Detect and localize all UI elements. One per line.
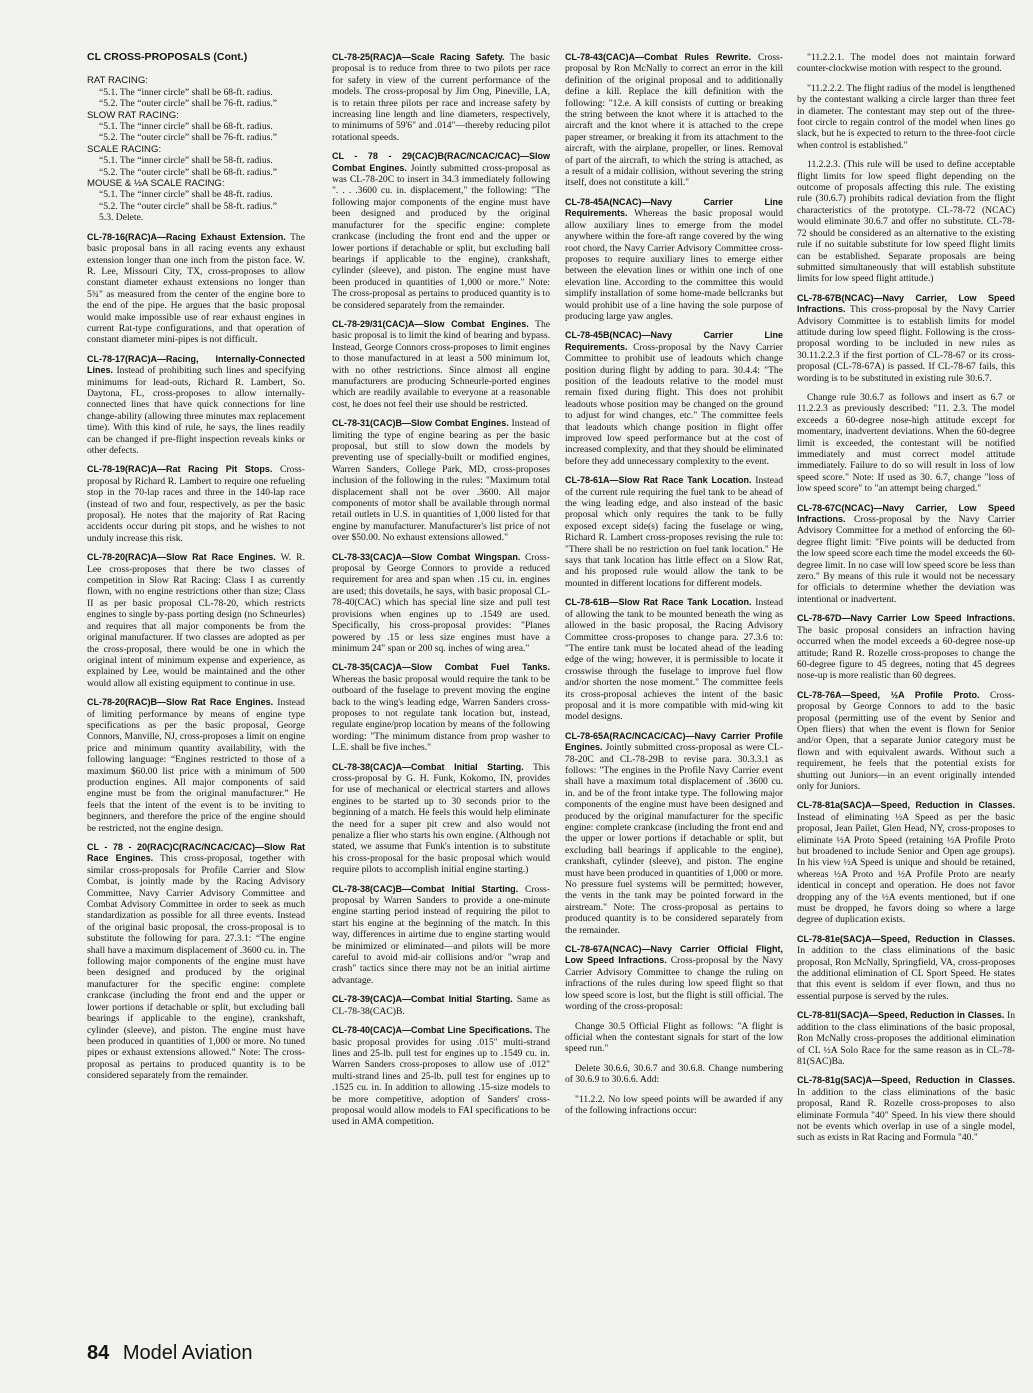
class-heading: SCALE RACING: xyxy=(87,143,162,155)
proposal-body: In addition to the class eliminations of the basic proposal, Rand R. Rozelle cross-proposes to also eliminate Formula "40" Speed. In his view there should not be events which overlap in use of a single model, such as exists in Rat Racing and Formula "40." xyxy=(797,1086,1015,1144)
proposal-body: Jointly submitted cross-proposal as was CL-78-20C to insert in 34.3 immediately following ". . . .3600 cu. in. displacement," the following: "The following major components of the engine must have been designed and produced by the original manufacturer for the specific engine: complete crankcase (including the front end and the upper or lower portions if detachable or split, but excluding ball bearings if applicable to the engine), crankshaft, cylinder (sleeve), and piston. The engine must have been produced in quantities of 1,000 or more." Note: The cross-proposal as pertains to produced quantity is to be considered separately from the remainder. xyxy=(332,162,550,311)
proposal-heading: CL-78-16(RAC)A—Racing Exhaust Extension. xyxy=(87,231,286,242)
proposal-body: 11.2.2.3. (This rule will be used to define acceptable flight limits for low speed flight depending on the outcome of proposals affecting this rule. The existing rule (30.6.7) prohibits radical deviation from the flight characteristics of the prototype. CL-78-72 (NCAC) would eliminate 30.6.7 and offer no substitute. CL-78-72 should be considered as an alternative to the existing rule if no suitable substitute for low speed flight limits can be established. Separate proposals are being submitted simultaneously that will establish substitute limits for low speed flight attitude.) xyxy=(797,159,1015,285)
proposal-heading: CL - 78 - 20(RAC)C(RAC/NCAC/CAC)—Slow Rat Race Engines. xyxy=(87,842,305,864)
proposal-entry xyxy=(797,293,1015,384)
proposal-entry xyxy=(797,1075,1015,1143)
proposal-body: In addition to the class eliminations of the basic proposal, Ron McNally, Springfield, VA, cross-proposes the additional elimination of CL Sport Speed. He states that this event is seldom if ever flown, and thus no essential purpose is served by the rules. xyxy=(797,945,1015,1002)
proposal-entry xyxy=(797,1010,1015,1067)
column-1 xyxy=(87,52,305,1090)
proposal-body: Change rule 30.6.7 as follows and insert as 6.7 or 11.2.2.3 as previously described: "11. 2.3. The model exceeds a 60-degree nose-high attitude except for momentary, inadvertent deviations. When the 60-degree limit is exceeded, the contestant will be notified immediately and must correct model attitude immediately. Failure to do so will result in loss of low speed score." Note: If used as 30. 6.7, change "loss of low speed score" to "an attempt being charged." xyxy=(797,391,1015,495)
proposal-heading: CL-78-20(RAC)B—Slow Rat Race Engines. xyxy=(87,697,274,708)
proposal-body: Delete 30.6.6, 30.6.7 and 30.6.8. Change numbering of 30.6.9 to 30.6.6. Add: xyxy=(565,1062,783,1086)
column-3-entries xyxy=(565,52,783,1116)
proposal-entry xyxy=(565,1094,783,1117)
column-2 xyxy=(332,52,550,1136)
proposal-body: The basic proposal considers an infraction having occurred when the model exceeds a 60-degree nose-up attitude; Rand R. Rozelle cross-proposes to change the 60-degree figure to 45 degrees, noting that 45 degrees nose-up is more realistic than 60 degrees. xyxy=(797,624,1015,682)
proposal-body: Whereas the basic proposal would require the tank to be outboard of the fuselage to prevent moving the engine back to the wing's leading edge, Warren Sanders cross-proposes to not regulate tank location but, instead, regulate engine/prop location by means of the following wording: "The minimum distance from prop washer to L.E. shall be five inches." xyxy=(332,673,550,754)
proposal-heading: CL-78-38(CAC)A—Combat Initial Starting. xyxy=(332,761,524,772)
page-footer xyxy=(87,1342,253,1365)
proposal-entry xyxy=(565,197,783,322)
class-heading: SLOW RAT RACING: xyxy=(87,109,179,121)
proposal-entry xyxy=(332,52,550,143)
proposal-entry xyxy=(797,690,1015,793)
proposal-heading: CL-78-81g(SAC)A—Speed, Reduction in Classes. xyxy=(797,1075,1015,1086)
proposal-entry xyxy=(565,330,783,467)
proposal-heading: CL - 78 - 29(CAC)B(RAC/NCAC/CAC)—Slow Combat Engines. xyxy=(332,151,550,173)
proposal-heading: CL-78-29/31(CAC)A—Slow Combat Engines. xyxy=(332,318,529,329)
proposal-heading: CL-78-76A—Speed, ½A Profile Proto. xyxy=(797,689,980,700)
proposal-body: Instead of eliminating ½A Speed as per the basic proposal, Jean Pailet, Glen Head, NY, cross-proposes to eliminate ½A Proto Speed (retaining ½A Profile Proto but broadened to include Senior and Open age groups). In his view ½A Speed is unique and should be retained, whereas ½A Proto and ½A Profile Proto are nearly identical in concept and operation. He does not favor dropping any of the ½A events mentioned, but if one must be dropped, he favors doing so where a large degree of duplication exists. xyxy=(797,811,1015,926)
column-1-entries xyxy=(87,232,305,1082)
proposal-body: Cross-proposal by the Navy Carrier Committee to prohibit use of leadouts which change position during flight by adding to para. 30.4.4: "The position of the leadouts relative to the model must remain fixed during flight. This does not prohibit leadouts whose position may be changed on the ground to adjust for wind changes, etc." The committee feels that leadouts which change position in flight offer improved low speed performance but at the cost of increased complexity, and that they should be eliminated before they add unnecessary complexity to the event. xyxy=(565,341,783,467)
proposal-body: Cross-proposal by the Navy Carrier Advisory Committee to change the ruling on infractions of the rules during low speed flight so that low speed score is lost, but the flight is still official. The wording of the cross-proposal: xyxy=(565,955,783,1013)
proposal-entry xyxy=(797,52,1015,75)
proposal-entry xyxy=(87,697,305,834)
column-4-entries xyxy=(797,52,1015,1144)
proposal-heading: CL-78-65A(RAC/NCAC/CAC)—Navy Carrier Profile Engines. xyxy=(565,730,783,753)
proposal-body: Cross-proposal by George Connors to provide a reduced requirement for area and span when .15 cu. in. engines are used; this dovetails, he says, with basic proposal CL-78-40(CAC) which has special line size and pull test provisions when engines up to .1549 are used. Specifically, his cross-proposal provides: "Planes powered by .15 or less size engines must have a minimum 24" span or 200 sq. inches of wing area." xyxy=(332,551,550,654)
proposal-body: Instead of limiting the type of engine bearing as per the basic proposal, but still to slow down the models by preventing use of specially-built or modified engines, Warren Sanders, College Park, MD, cross-proposes inclusion of the following in the rules: "Maximum total displacement shall not be over .3600. All major components of motor shall be available through normal retail outlets in U.S. in quantities of 1,000 listed for that engine by manufacturer. Manufacturer's list price of not over $50.00. No exhaust extensions allowed." xyxy=(332,418,550,544)
proposal-entry xyxy=(797,503,1015,606)
radius-rule: “5.2. The “outer circle” shall be 76-ft. radius.” xyxy=(99,98,278,110)
proposal-body: Cross-proposal by George Connors to add to the basic proposal (permitting use of the event by Senior and Open fliers) that when the event is flown for Senior and/or Open, that a separate Junior category must be flown and with equivalent awards. Without such a requirement, he feels that the potential exists for shutting out Juniors—in an event originally intended only for Juniors. xyxy=(797,689,1015,792)
proposal-heading: CL-78-45B(NCAC)—Navy Carrier Line Requirements. xyxy=(565,330,783,352)
radius-rule: “5.1. The “inner circle” shall be 68-ft. radius. xyxy=(99,121,273,133)
proposal-entry xyxy=(565,1021,783,1055)
proposal-heading: CL-78-81I(SAC)A—Speed, Reduction in Classes. xyxy=(797,1010,1005,1021)
proposal-body: "11.2.2. No low speed points will be awarded if any of the following infractions occur: xyxy=(565,1093,783,1116)
column-4 xyxy=(797,52,1015,1152)
proposal-body: Whereas the basic proposal would allow auxiliary lines to emerge from the model anywhere within the fore-aft range covered by the wing root chord, the Navy Carrier Advisory Committee cross-proposes to require auxiliary lines to emerge either between the elevation lines or within one inch of one elevation line. According to the committee this would simplify installation of some home-made bellcranks but would prohibit use of a line having the sole purpose of producing large yaw angles. xyxy=(565,208,783,322)
proposal-heading: CL-78-67C(NCAC)—Navy Carrier, Low Speed Infractions. xyxy=(797,502,1015,525)
proposal-entry xyxy=(797,934,1015,1002)
proposal-entry xyxy=(87,232,305,346)
proposal-entry xyxy=(565,731,783,936)
proposal-entry xyxy=(565,1063,783,1086)
section-title: CL CROSS-PROPOSALS (Cont.) xyxy=(87,51,248,63)
proposal-body: This cross-proposal, together with similar cross-proposals for Profile Carrier and Slow Combat, is jointly made by the Racing Advisory Committee, Navy Carrier Advisory Committee and Combat Advisory Committee in order to seek as much standardization as possible for all three events. Instead of the original basic proposal, the cross-proposal is to substitute the following for para. 27.3.1: “The engine shall have a maximum displacement of .3600 cu. in. The following major components of the engine must have been designed and produced by the original manufacturer for the specific engine: complete crankcase (including the front end and the upper or lower portions if detachable or split, but excluding ball bearings if applicable to the engine), crankshaft, cylinder (sleeve), and piston. The engine must have been produced in quantities of 1,000 or more. No tuned pipes or exhaust extensions allowed.” Note: The cross-proposal as pertains to produced quantity is to be considered separately from the remainder. xyxy=(87,853,305,1082)
radius-rule: 5.3. Delete. xyxy=(99,212,144,224)
proposal-entry xyxy=(87,354,305,457)
proposal-heading: CL-78-40(CAC)A—Combat Line Specifications. xyxy=(332,1025,533,1036)
proposal-heading: CL-78-67B(NCAC)—Navy Carrier, Low Speed Infractions. xyxy=(797,292,1015,315)
proposal-heading: CL-78-33(CAC)A—Slow Combat Wingspan. xyxy=(332,551,521,562)
proposal-body: Cross-proposal by the Navy Carrier Advisory Committee for a method of enforcing the 60-degree flight limit: "Five points will be deducted from the low speed score each time the model exceeds the 60-degree limit. In no case will low speed score be less than zero." By means of this rule it would not be necessary for officials to determine whether the deviation was intentional or inadvertent. xyxy=(797,514,1015,605)
proposal-body: Cross-proposal by Richard R. Lambert to require one refueling stop in the 70-lap races and three in the 140-lap race (instead of two and four, respectively, as per the basic proposal). He notes that the majority of Rat Racing accidents occur during pit stops, and he wishes to not unduly increase this risk. xyxy=(87,464,305,544)
magazine-name: Model Aviation xyxy=(122,1342,253,1364)
proposal-heading: CL-78-17(RAC)A—Racing, Internally-Connected Lines. xyxy=(87,353,305,376)
proposal-body: Same as CL-78-38(CAC)B. xyxy=(332,994,550,1017)
proposal-heading: CL-78-61B—Slow Rat Race Tank Location. xyxy=(565,597,752,608)
proposal-body: Change 30.5 Official Flight as follows: "A flight is official when the contestant signals for start of the low speed run." xyxy=(565,1020,783,1055)
proposal-body: Cross-proposal by Ron McNally to correct an error in the kill definition of the original proposal and to additionally define a kill. Replace the kill definition with the following: "12.e. A kill consists of cutting or breaking the string between the knot where it is attached to the aircraft and the knot where it is attached to the crepe paper streamer, or breaking it from its attachment to the aircraft, with the airplane, propeller, or lines. Removal of part of the aircraft, to which the string is attached, as a result of a midair collision, without severing the string itself, does not constitute a kill." xyxy=(565,52,783,189)
proposal-body: Instead of prohibiting such lines and specifying minimums for lead-outs, Richard R. Lambert, So. Daytona, FL, cross-proposes to allow internally-connected lines that have quick connections for line change-ability (allowing three minutes max replacement time). With this kind of rule, he says, the lines readily can be changed if pre-flight inspection reveals kinks or other defects. xyxy=(87,365,305,456)
proposal-heading: CL-78-67D—Navy Carrier Low Speed Infractions. xyxy=(797,613,1015,624)
proposal-entry xyxy=(565,475,783,589)
proposal-body: In addition to the class eliminations of the basic proposal, Ron McNally cross-proposes the additional elimination of CL ½A Solo Race for the same reason as in CL-78-81(SAC)Ba. xyxy=(797,1010,1015,1067)
proposal-heading: CL-78-38(CAC)B—Combat Initial Starting. xyxy=(332,883,519,894)
proposal-body: Instead of the current rule requiring the fuel tank to be ahead of the wing leading edge, and also instead of the basic proposal which only requires the tank to be fully exposed except side(s) facing the fuselage or wing, Richard R. Lambert cross-proposes revising the rule to: "There shall be no restriction on fuel tank location." He says that tank location has little effect on a Slow Rat, and his proposed rule would allow the tank to be mounted in different locations for different models. xyxy=(565,475,784,589)
radius-rule: “5.1. The “inner circle” shall be 48-ft. radius. xyxy=(99,189,273,201)
proposal-heading: CL-78-35(CAC)A—Slow Combat Fuel Tanks. xyxy=(332,662,550,673)
proposal-entry xyxy=(332,552,550,655)
class-heading: MOUSE & ½A SCALE RACING: xyxy=(87,178,225,190)
proposal-heading: CL-78-20(RAC)A—Slow Rat Race Engines. xyxy=(87,552,276,563)
proposal-entry xyxy=(797,83,1015,151)
proposal-entry xyxy=(565,52,783,189)
column-2-entries xyxy=(332,52,550,1128)
proposal-body: The basic proposal bans in all racing events any exhaust extension longer than one inch from the piston face. W. R. Lee, Missouri City, TX, cross-proposes to allow constant diameter exhaust extensions no longer than 5¾" as measured from the center of the engine bore to the end of the pipe. He argues that the basic proposal would make impossible use of rear exhaust engines in current Rat-type configurations, and that operation of constant diameter mini-pipes is not difficult. xyxy=(87,231,305,346)
proposal-entry xyxy=(332,319,550,410)
proposal-heading: CL-78-67A(NCAC)—Navy Carrier Official Flight, Low Speed Infractions. xyxy=(565,944,783,966)
proposal-entry xyxy=(87,464,305,544)
proposal-entry xyxy=(797,800,1015,925)
proposal-body: This cross-proposal by the Navy Carrier Advisory Committee is to establish limits for model attitude during low speed flight. Following is the cross-proposal wording to be included in new rules as 30.11.2.2.3 if the first portion of CL-78-67 or its cross-proposal (CL-78-67A) is passed. If CL-78-67 fails, this wording is to be substituted in existing rule 30.6.7. xyxy=(797,304,1015,384)
proposal-heading: CL-78-25(RAC)A—Scale Racing Safety. xyxy=(332,52,505,62)
radius-rule: “5.1. The “inner circle” shall be 68-ft. radius. xyxy=(99,86,273,98)
class-heading: RAT RACING: xyxy=(87,75,148,87)
proposal-heading: CL-78-31(CAC)B—Slow Combat Engines. xyxy=(332,418,509,429)
proposal-entry xyxy=(565,597,783,722)
proposal-body: Cross-proposal by Warren Sanders to provide a one-minute engine starting period instead of requiring the pilot to start his engine at the beginning of the match. In this way, differences in airtime due to engine starting would be minimized or eliminated—and pilots will be more careful to avoid mid-air collisions and/or "wrap and crash" tactics since there may not be an initial airtime advantage. xyxy=(332,883,550,986)
proposal-heading: CL-78-45A(NCAC)—Navy Carrier Line Requirements. xyxy=(565,196,783,219)
proposal-body: Instead of limiting performance by means of engine type specifications as per the basic proposal, George Connors, Manville, NJ, cross-proposes a limit on engine price and minimum quantity availability, with the following language: “Engines restricted to those of a maximum $60.00 list price with a minimum of 500 production engines. All major components of said engine must be from the original manufacturer.” He feels that the intent of the event is to be inviting to beginners, and therefore the price of the engine should be restricted, not the engine design. xyxy=(87,697,305,834)
proposal-entry xyxy=(332,662,550,753)
radius-rule: “5.2. The “outer circle” shall be 58-ft. radius.” xyxy=(99,200,278,212)
proposal-entry xyxy=(332,1025,550,1128)
radius-rule: “5.2. The “outer circle” shall be 76-ft. radius.” xyxy=(99,132,278,144)
proposal-heading: CL-78-19(RAC)A—Rat Racing Pit Stops. xyxy=(87,464,273,475)
proposal-heading: CL-78-81a(SAC)A—Speed, Reduction in Classes. xyxy=(797,800,1015,811)
proposal-entry xyxy=(332,151,550,311)
proposal-entry xyxy=(797,613,1015,681)
proposal-body: Jointly submitted cross-proposal as were CL-78-20C and CL-78-29B to revise para. 30.3.3.1 as follows: "The engines in the Profile Navy Carrier event shall have a maximum total displacement of .3600 cu. in. and be of the front intake type. The following major components of the engine must have been designed and produced by the original manufacturer for the specific engine: complete crankcase (including the front end and the upper or lower portions if detachable or split, but excluding ball bearings if applicable to the engine), crankshaft, cylinder (sleeve), and piston. The engine must have been produced in quantities of 1,000 or more. No pressure fuel systems will be permitted; however, the vents in the tank may be pointed forward in the airstream." Note: The cross-proposal as pertains to produced quantity is to be considered separately from the remainder. xyxy=(565,742,783,936)
radius-rule: “5.1. The “inner circle” shall be 58-ft. radius. xyxy=(99,155,273,167)
proposal-body: This cross-proposal by G. H. Funk, Kokomo, IN, provides for use of mechanical or electrical starters and allows engines to be started up to 30 seconds prior to the beginning of a match. He feels this would help eliminate the need for a super pit crew and also would not penalize a flier who starts his own engine. (Although not stated, we assume that Funk's intention is to substitute his cross-proposal for the basic proposal which would require pilots to accomplish initial engine starting.) xyxy=(332,761,550,876)
proposal-entry xyxy=(565,944,783,1012)
proposal-entry xyxy=(332,994,550,1017)
proposal-entry xyxy=(332,762,550,876)
proposal-entry xyxy=(797,392,1015,495)
proposal-body: "11.2.2.1. The model does not maintain forward counter-clockwise motion with respect to the ground. xyxy=(797,52,1015,75)
proposal-heading: CL-78-43(CAC)A—Combat Rules Rewrite. xyxy=(565,52,752,62)
column-3 xyxy=(565,52,783,1124)
proposal-entry xyxy=(87,552,305,689)
proposal-body: The basic proposal is to limit the kind of bearing and bypass. Instead, George Connors cross-proposes to limit engines to those manufactured in at least a 500 minimum lot, with no other restrictions. Since almost all engine manufacturers are producing Schneurle-ported engines which are readily available to everyone at a reasonable cost, he does not feel their use should be restricted. xyxy=(332,318,550,410)
proposal-body: The basic proposal provides for using .015" multi-strand lines and 25-lb. pull test for engines up to .1549 cu. in. Warren Sanders cross-proposes to allow use of .012" multi-strand lines and 25-lb. pull test for engines up to .1525 cu. in. In addition to allowing .15-size models to be more competitive, adoption of Sanders' cross-proposal would allow models to FAI specifications to be used in AMA competition. xyxy=(332,1025,550,1128)
proposal-heading: CL-78-61A—Slow Rat Race Tank Location. xyxy=(565,475,752,486)
proposal-entry xyxy=(332,884,550,987)
proposal-body: W. R. Lee cross-proposes that there be two classes of competition in Slow Rat Racing: Class I as currently flown, with no engine restrictions other than size; Class II as per basic proposal CL-78-20, which restricts engines to single by-pass porting design (no Schneurles) and requires that all major components be from the original manufacturer. If two classes are adopted as per the cross-proposal, there would be one in which the original intent of minimum expense and experience, as explained by Lee, would be maintained and the other would allow all existing equipment to continue in use. xyxy=(87,552,305,689)
proposal-entry xyxy=(332,418,550,543)
proposal-heading: CL-78-81e(SAC)A—Speed, Reduction in Classes. xyxy=(797,933,1015,944)
page-number: 84 xyxy=(87,1342,110,1364)
proposal-entry xyxy=(797,159,1015,284)
proposal-entry xyxy=(87,842,305,1082)
racing-radius-list xyxy=(87,75,305,223)
radius-rule: “5.2. The “outer circle” shall be 68-ft. radius.” xyxy=(99,166,278,178)
proposal-body: Instead of allowing the tank to be mounted beneath the wing as allowed in the basic proposal, the Racing Advisory Committee cross-proposes to change para. 27.3.6 to: "The entire tank must be located ahead of the leading edge of the wing; however, it is permissible to locate it crosswise through the fuselage to improve fuel flow and/or shorten the nose moment." The committee feels its cross-proposal achieves the intent of the basic proposal and it is more compatible with mid-wing kit model designs. xyxy=(565,597,784,723)
proposal-heading: CL-78-39(CAC)A—Combat Initial Starting. xyxy=(332,994,513,1005)
proposal-body: The basic proposal is to reduce from three to two pilots per race for safety in view of the current performance of the models. The cross-proposal by Jim Ong, Pineville, LA, is to retain three pilots per race and increase safety by increasing line length and line diameters, respectively, to minimums of 59'6" and .014"—thereby reducing pilot rotational speeds. xyxy=(332,52,550,143)
proposal-body: "11.2.2.2. The flight radius of the model is lengthened by the contestant walking a circle larger than three feet in diameter. The contestant may step out of the three-foot circle to regain control of the model when lines go slack, but he is expected to return to the three-foot circle when control is established." xyxy=(797,82,1015,151)
